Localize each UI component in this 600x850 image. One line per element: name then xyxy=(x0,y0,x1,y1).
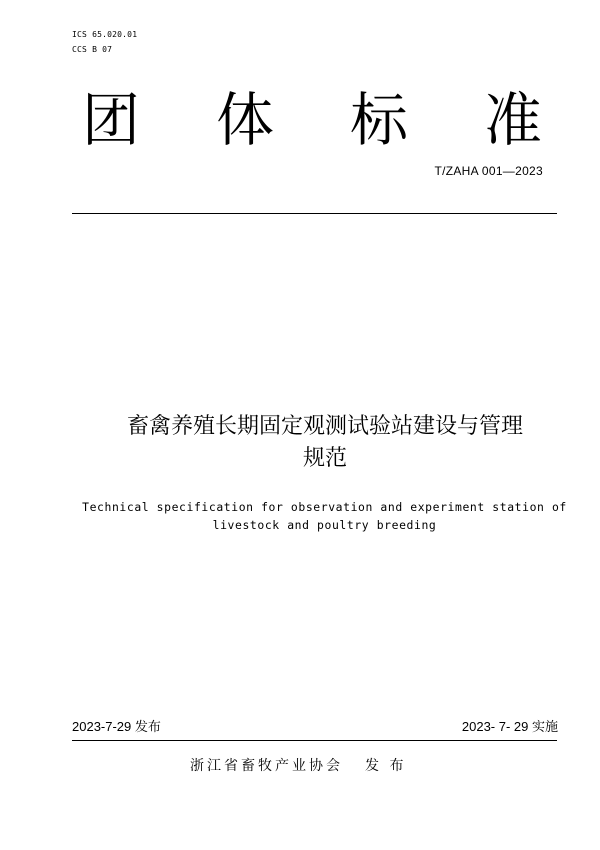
standard-type-char: 体 xyxy=(215,86,274,154)
ccs-code: CCS B 07 xyxy=(72,45,113,54)
standard-number: T/ZAHA 001—2023 xyxy=(434,164,543,178)
standard-type-char: 标 xyxy=(349,86,408,154)
english-title xyxy=(72,498,577,534)
standard-type-char: 准 xyxy=(483,86,542,154)
chinese-title xyxy=(60,411,590,475)
publisher-action: 发 布 xyxy=(365,758,407,774)
chinese-title-line-1: 畜禽养殖长期固定观测试验站建设与管理 xyxy=(126,414,523,439)
chinese-title-line-2: 规范 xyxy=(302,446,347,471)
standard-type-char: 团 xyxy=(82,86,141,154)
implementation-date: 2023- 7- 29 实施 xyxy=(461,719,558,734)
bottom-divider xyxy=(72,740,557,741)
standard-type-heading xyxy=(82,88,542,152)
top-divider xyxy=(72,213,557,214)
ics-code: ICS 65.020.01 xyxy=(72,30,138,39)
publisher-name: 浙江省畜牧产业协会 xyxy=(190,758,343,774)
english-title-line-2: livestock and poultry breeding xyxy=(212,518,437,532)
issue-date: 2023-7-29 发布 xyxy=(72,719,161,734)
english-title-line-1: Technical specification for observation and experiment station of xyxy=(82,500,567,514)
publisher-line xyxy=(190,755,406,775)
